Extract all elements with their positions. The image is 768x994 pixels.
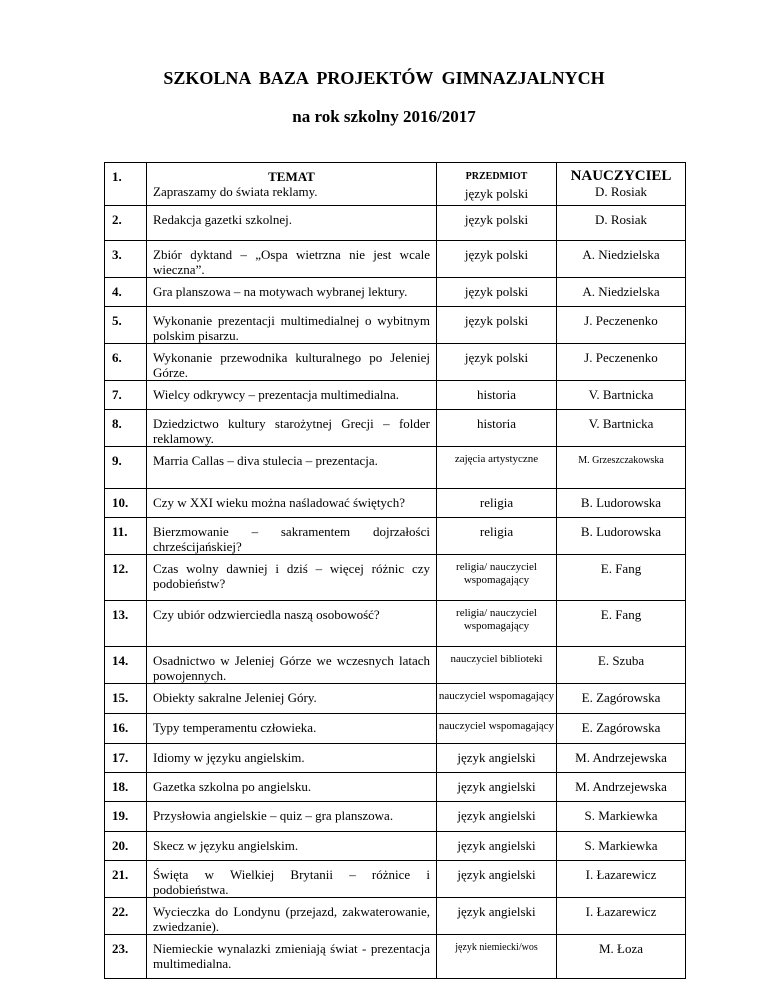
subject-cell-text: religia: [479, 524, 514, 539]
teacher-cell: [557, 518, 686, 555]
teacher-cell: [557, 744, 686, 773]
teacher-cell-text: V. Bartnicka: [588, 416, 654, 431]
row-number: [105, 278, 147, 307]
row-number-text: 5.: [112, 313, 122, 328]
teacher-cell: [557, 773, 686, 802]
teacher-cell: [557, 601, 686, 647]
subject-cell: [437, 381, 557, 410]
teacher-cell-text: M. Łoza: [598, 941, 644, 956]
topic-cell-text: Przysłowia angielskie – quiz – gra planszowa.: [153, 808, 394, 823]
subject-cell-text: historia: [477, 416, 516, 431]
topic-cell-text: Dziedzictwo kultury starożytnej Grecji – folder reklamowy.: [153, 416, 430, 446]
subject-cell: [437, 601, 557, 647]
row-number: [105, 744, 147, 773]
teacher-cell-text: I. Łazarewicz: [585, 867, 657, 882]
table-row: [105, 163, 686, 206]
row-number: [105, 344, 147, 381]
teacher-cell-text: E. Szuba: [597, 653, 645, 668]
row-number: [105, 489, 147, 518]
table-row: [105, 773, 686, 802]
subject-cell: [437, 489, 557, 518]
subject-cell-text: język angielski: [457, 904, 536, 919]
teacher-cell-text: J. Peczenenko: [584, 350, 658, 365]
topic-cell: [147, 714, 437, 744]
teacher-cell-text: A. Niedzielska: [582, 247, 660, 262]
topic-cell: [147, 518, 437, 555]
row-number-text: 16.: [112, 720, 129, 735]
subject-cell: [437, 861, 557, 898]
row-number: [105, 773, 147, 802]
teacher-cell: [557, 832, 686, 861]
topic-cell: [147, 744, 437, 773]
topic-cell: [147, 410, 437, 447]
row-number-text: 23.: [112, 941, 129, 956]
topic-cell: [147, 935, 437, 979]
subject-cell: [437, 241, 557, 278]
topic-cell-text: Wycieczka do Londynu (przejazd, zakwaterowanie, zwiedzanie).: [153, 904, 430, 934]
topic-cell: [147, 684, 437, 714]
subject-cell: [437, 802, 557, 832]
topic-cell: [147, 447, 437, 489]
row-number: [105, 241, 147, 278]
teacher-cell-text: A. Niedzielska: [582, 284, 660, 299]
row-number-text: 21.: [112, 867, 129, 882]
row-number: [105, 381, 147, 410]
topic-cell-text: Idiomy w języku angielskim.: [153, 750, 305, 765]
subject-cell-text: język polski: [464, 247, 529, 262]
header-temat: TEMAT: [268, 169, 315, 184]
topic-cell: [147, 832, 437, 861]
row-number: [105, 601, 147, 647]
subject-cell-text: język angielski: [457, 838, 536, 853]
topic-cell-text: Gazetka szkolna po angielsku.: [153, 779, 312, 794]
topic-cell-text: Bierzmowanie – sakramentem dojrzałości chrześcijańskiej?: [153, 524, 430, 554]
topic-cell: [147, 861, 437, 898]
teacher-cell: [557, 241, 686, 278]
topic-cell: [147, 344, 437, 381]
topic-cell: [147, 163, 437, 206]
row-number-text: 12.: [112, 561, 129, 576]
table-row: [105, 684, 686, 714]
row-number-text: 17.: [112, 750, 129, 765]
topic-cell: [147, 773, 437, 802]
teacher-cell-text: D. Rosiak: [595, 184, 647, 199]
table-row: [105, 555, 686, 601]
row-number-text: 6.: [112, 350, 122, 365]
subject-cell-text: religia/ nauczyciel wspomagający: [456, 561, 537, 586]
row-number: [105, 163, 147, 206]
teacher-cell: [557, 684, 686, 714]
teacher-cell-text: E. Fang: [600, 607, 642, 622]
header-przedmiot: PRZEDMIOT: [465, 171, 528, 182]
subject-cell-text: język angielski: [457, 779, 536, 794]
table-row: [105, 241, 686, 278]
subject-cell-text: język angielski: [457, 867, 536, 882]
subject-cell: [437, 773, 557, 802]
teacher-cell-text: S. Markiewka: [584, 838, 658, 853]
teacher-cell: [557, 861, 686, 898]
subject-cell-text: język angielski: [457, 808, 536, 823]
topic-cell-text: Niemieckie wynalazki zmieniają świat - prezentacja multimedialna.: [153, 941, 430, 971]
subject-cell: [437, 447, 557, 489]
teacher-cell-text: I. Łazarewicz: [585, 904, 657, 919]
row-number-text: 19.: [112, 808, 129, 823]
teacher-cell-text: S. Markiewka: [584, 808, 658, 823]
row-number-text: 18.: [112, 779, 129, 794]
subject-cell-text: nauczyciel biblioteki: [450, 653, 543, 665]
topic-cell-text: Czy ubiór odzwierciedla naszą osobowość?: [153, 607, 380, 622]
row-number-text: 14.: [112, 653, 129, 668]
topic-cell-text: Typy temperamentu człowieka.: [153, 720, 317, 735]
topic-cell-text: Wielcy odkrywcy – prezentacja multimedialna.: [153, 387, 400, 402]
subject-cell-text: język polski: [464, 350, 529, 365]
teacher-cell: [557, 381, 686, 410]
row-number: [105, 714, 147, 744]
teacher-cell: [557, 898, 686, 935]
row-number: [105, 410, 147, 447]
teacher-cell: [557, 447, 686, 489]
row-number: [105, 307, 147, 344]
topic-cell: [147, 601, 437, 647]
topic-cell-text: Gra planszowa – na motywach wybranej lektury.: [153, 284, 408, 299]
teacher-cell-text: B. Ludorowska: [580, 495, 662, 510]
teacher-cell-text: J. Peczenenko: [584, 313, 658, 328]
teacher-cell: [557, 344, 686, 381]
row-number-text: 4.: [112, 284, 122, 299]
table-row: [105, 344, 686, 381]
teacher-cell: [557, 307, 686, 344]
table-row: [105, 447, 686, 489]
subject-cell: [437, 898, 557, 935]
teacher-cell-text: D. Rosiak: [595, 212, 647, 227]
table-row: [105, 307, 686, 344]
topic-cell-text: Zapraszamy do świata reklamy.: [153, 184, 318, 199]
row-number-text: 3.: [112, 247, 122, 262]
subject-cell: [437, 206, 557, 241]
topic-cell-text: Święta w Wielkiej Brytanii – różnice i podobieństwa.: [153, 867, 430, 897]
topic-cell: [147, 489, 437, 518]
subject-cell-text: język angielski: [457, 750, 536, 765]
topic-cell: [147, 898, 437, 935]
teacher-cell: [557, 555, 686, 601]
row-number-text: 9.: [112, 453, 122, 468]
subject-cell: [437, 344, 557, 381]
subject-cell-text: język niemiecki/wos: [455, 942, 538, 953]
row-number: [105, 832, 147, 861]
subject-cell-text: nauczyciel wspomagający: [438, 690, 555, 702]
subject-cell-text: język polski: [464, 284, 529, 299]
subject-cell: [437, 647, 557, 684]
teacher-cell: [557, 489, 686, 518]
subject-cell-text: historia: [477, 387, 516, 402]
topic-cell: [147, 647, 437, 684]
subject-cell-text: nauczyciel wspomagający: [438, 720, 555, 732]
table-row: [105, 744, 686, 773]
row-number: [105, 802, 147, 832]
subject-cell-text: zajęcia artystyczne: [454, 453, 539, 465]
header-nauczyciel: NAUCZYCIEL: [570, 168, 672, 184]
row-number-text: 20.: [112, 838, 129, 853]
topic-cell-text: Obiekty sakralne Jeleniej Góry.: [153, 690, 317, 705]
row-number: [105, 647, 147, 684]
row-number-text: 11.: [112, 524, 128, 539]
subject-cell: [437, 555, 557, 601]
table-row: [105, 278, 686, 307]
subject-cell: [437, 410, 557, 447]
row-number-text: 10.: [112, 495, 129, 510]
table-row: [105, 935, 686, 979]
topic-cell-text: Wykonanie prezentacji multimedialnej o wybitnym polskim pisarzu.: [153, 313, 430, 343]
topic-cell-text: Skecz w języku angielskim.: [153, 838, 299, 853]
subject-cell: [437, 935, 557, 979]
teacher-cell: [557, 935, 686, 979]
table-row: [105, 489, 686, 518]
document-title: SZKOLNA BAZA PROJEKTÓW GIMNAZJALNYCH: [163, 68, 605, 88]
row-number: [105, 206, 147, 241]
teacher-cell: [557, 163, 686, 206]
subject-cell: [437, 278, 557, 307]
teacher-cell-text: V. Bartnicka: [588, 387, 654, 402]
row-number-text: 2.: [112, 212, 122, 227]
row-number: [105, 518, 147, 555]
row-number-text: 22.: [112, 904, 129, 919]
subject-cell-text: język polski: [464, 313, 529, 328]
subject-cell: [437, 744, 557, 773]
topic-cell-text: Zbiór dyktand – „Ospa wietrzna nie jest wcale wieczna”.: [153, 247, 430, 277]
table-row: [105, 410, 686, 447]
teacher-cell-text: M. Andrzejewska: [575, 750, 667, 765]
teacher-cell-text: E. Zagórowska: [581, 690, 661, 705]
topic-cell-text: Czy w XXI wieku można naśladować świętych?: [153, 495, 405, 510]
subject-cell-text: religia/ nauczyciel wspomagający: [456, 607, 537, 632]
subject-cell-text: religia: [479, 495, 514, 510]
subject-cell: [437, 684, 557, 714]
teacher-cell-text: M. Grzeszczakowska: [578, 455, 664, 466]
subject-cell: [437, 518, 557, 555]
topic-cell: [147, 241, 437, 278]
row-number: [105, 898, 147, 935]
table-row: [105, 898, 686, 935]
row-number: [105, 555, 147, 601]
teacher-cell: [557, 802, 686, 832]
subject-cell: [437, 714, 557, 744]
row-number-text: 7.: [112, 387, 122, 402]
row-number-text: 1.: [112, 169, 122, 184]
topic-cell: [147, 278, 437, 307]
row-number: [105, 861, 147, 898]
table-row: [105, 206, 686, 241]
subject-cell-text: język polski: [464, 186, 529, 201]
teacher-cell-text: E. Fang: [600, 561, 642, 576]
table-row: [105, 601, 686, 647]
topic-cell-text: Redakcja gazetki szkolnej.: [153, 212, 292, 227]
topic-cell: [147, 206, 437, 241]
row-number-text: 15.: [112, 690, 129, 705]
teacher-cell-text: M. Andrzejewska: [575, 779, 667, 794]
topic-cell-text: Wykonanie przewodnika kulturalnego po Jeleniej Górze.: [153, 350, 430, 380]
subject-cell-text: język polski: [464, 212, 529, 227]
table-row: [105, 381, 686, 410]
topic-cell-text: Marria Callas – diva stulecia – prezentacja.: [153, 453, 378, 468]
teacher-cell: [557, 647, 686, 684]
subject-cell: [437, 307, 557, 344]
teacher-cell: [557, 410, 686, 447]
topic-cell: [147, 307, 437, 344]
subject-cell: [437, 832, 557, 861]
teacher-cell: [557, 278, 686, 307]
teacher-cell: [557, 714, 686, 744]
row-number-text: 13.: [112, 607, 129, 622]
subject-cell: [437, 163, 557, 206]
topic-cell: [147, 802, 437, 832]
topic-cell: [147, 381, 437, 410]
projects-table: [104, 162, 686, 979]
topic-cell-text: Czas wolny dawniej i dziś – więcej różnic czy podobieństw?: [153, 561, 430, 591]
table-row: [105, 802, 686, 832]
table-row: [105, 832, 686, 861]
row-number: [105, 447, 147, 489]
table-row: [105, 861, 686, 898]
table-row: [105, 647, 686, 684]
row-number: [105, 684, 147, 714]
table-row: [105, 518, 686, 555]
topic-cell-text: Osadnictwo w Jeleniej Górze we wczesnych latach powojennych.: [153, 653, 430, 683]
row-number-text: 8.: [112, 416, 122, 431]
row-number: [105, 935, 147, 979]
teacher-cell-text: B. Ludorowska: [580, 524, 662, 539]
teacher-cell-text: E. Zagórowska: [581, 720, 661, 735]
teacher-cell: [557, 206, 686, 241]
topic-cell: [147, 555, 437, 601]
document-subtitle: na rok szkolny 2016/2017: [292, 107, 476, 126]
table-row: [105, 714, 686, 744]
